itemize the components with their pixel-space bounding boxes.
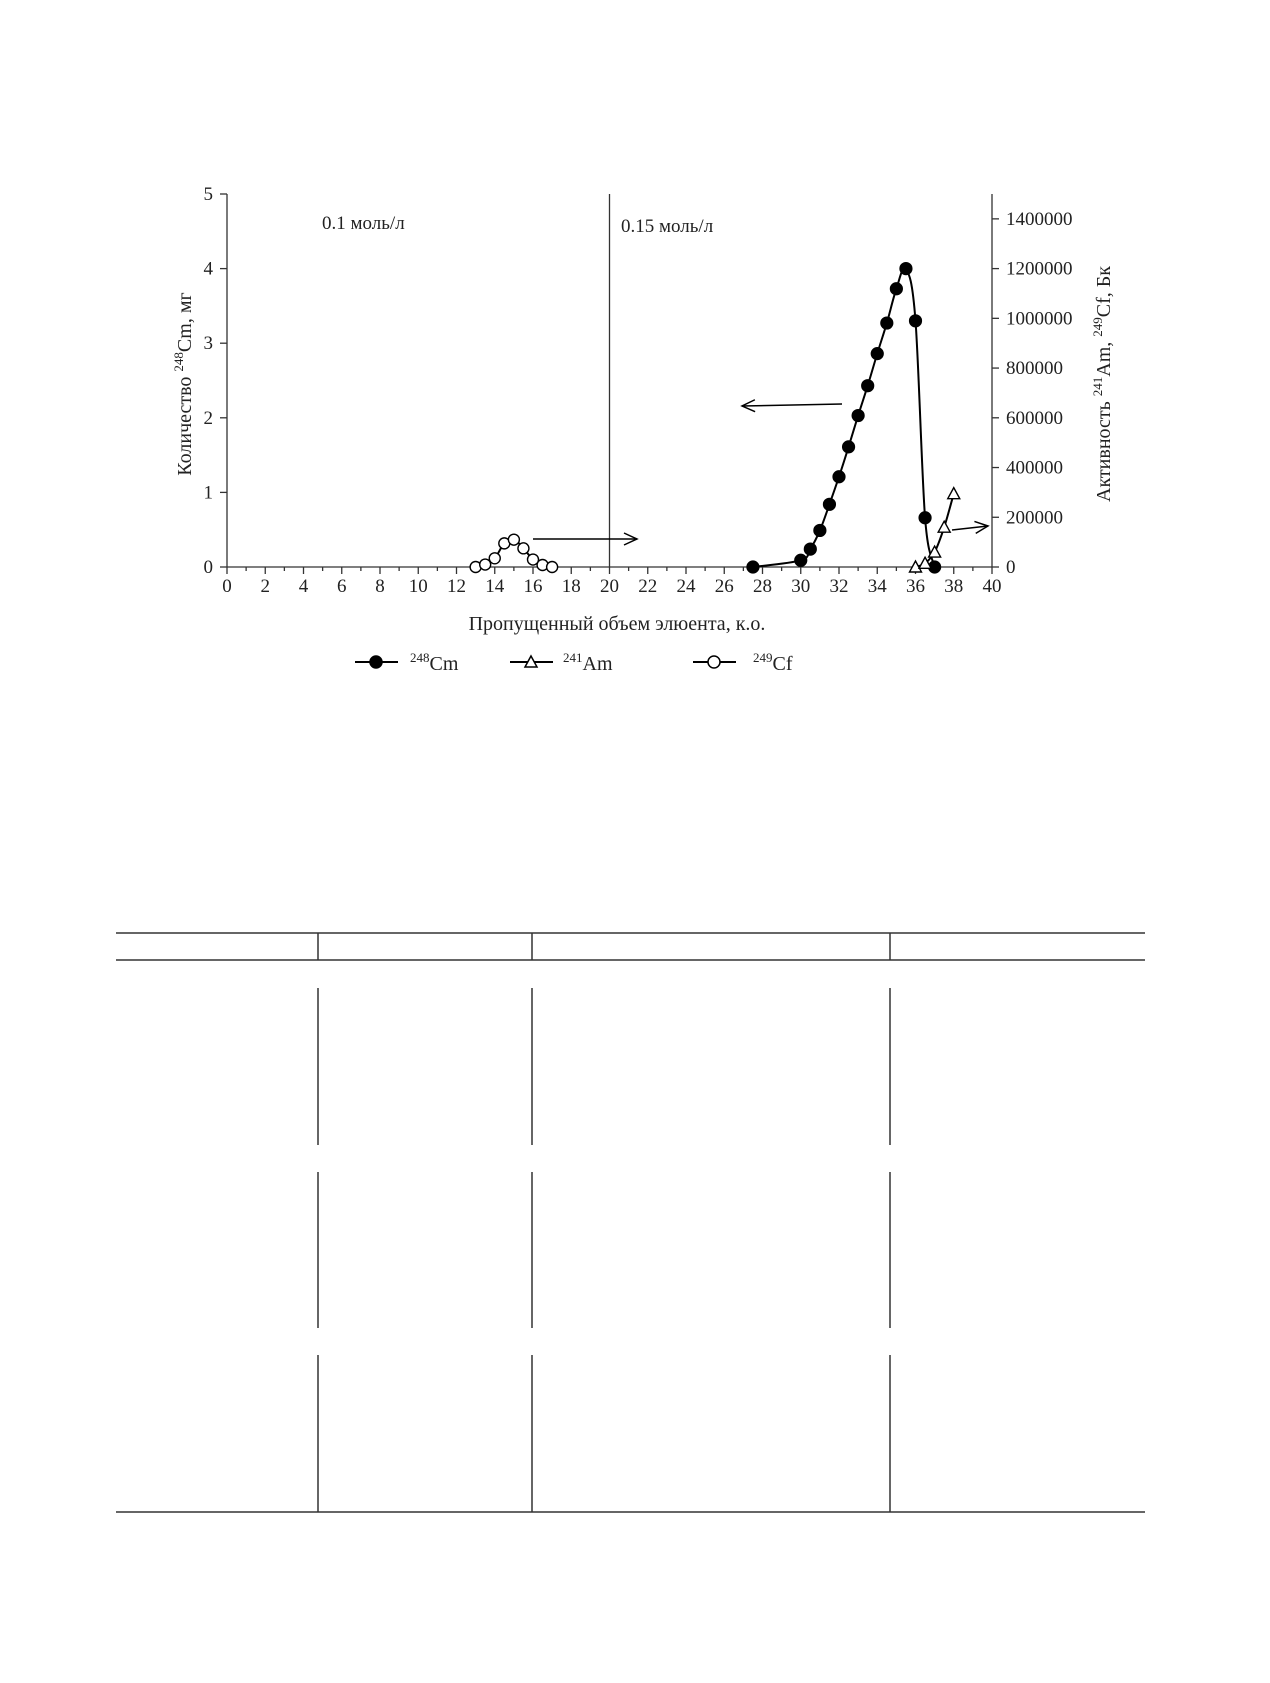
data-point-cf — [508, 534, 519, 545]
region-label-left: 0.1 моль/л — [322, 213, 405, 234]
y-right-title-part1: Активность — [1093, 396, 1115, 502]
data-point-cm — [804, 543, 816, 555]
legend-label-cm — [410, 650, 459, 675]
y-right-tick-label: 0 — [1006, 557, 1016, 578]
x-tick-label: 36 — [906, 576, 925, 597]
y-right-tick-label: 800000 — [1006, 358, 1063, 380]
legend-item-cf — [693, 650, 793, 675]
legend-item-am — [510, 650, 613, 675]
data-point-cm — [823, 498, 835, 510]
y-right-tick-label: 400000 — [1006, 457, 1063, 479]
data-point-cm — [890, 283, 902, 295]
legend-sym-cf: Cf — [772, 653, 793, 675]
x-tick-label: 14 — [485, 576, 505, 597]
legend-item-cm — [355, 650, 459, 675]
legend-sup-cm: 248 — [410, 650, 430, 665]
y-left-tick-label: 3 — [203, 333, 213, 355]
data-point-cm — [881, 317, 893, 329]
legend-sup-cf: 249 — [753, 650, 773, 665]
arrow-cm-to-left-axis — [742, 404, 842, 406]
data-point-am — [938, 521, 950, 532]
data-point-cm — [910, 315, 922, 327]
x-tick-label: 26 — [714, 576, 734, 597]
data-point-cm — [833, 471, 845, 483]
series-group — [470, 263, 960, 573]
y-left-tick-label: 4 — [203, 258, 213, 280]
x-tick-label: 28 — [753, 576, 772, 597]
y-left-title-prefix: Количество — [174, 371, 196, 476]
x-tick-label: 34 — [867, 576, 887, 597]
data-point-cm — [919, 512, 931, 524]
y-left-title-rest: Cm, мг — [174, 292, 196, 353]
legend-label-am — [563, 650, 613, 675]
legend-marker-cm — [370, 656, 382, 668]
data-point-cm — [814, 524, 826, 536]
x-tick-label: 4 — [298, 576, 309, 597]
data-point-cm — [843, 441, 855, 453]
y-right-tick-label: 600000 — [1006, 407, 1063, 429]
y-right-tick-label: 1400000 — [1006, 208, 1073, 230]
x-tick-label: 32 — [829, 576, 849, 597]
legend-sym-cm: Cm — [429, 653, 459, 675]
data-point-cf — [518, 543, 529, 554]
y-left-tick-label: 2 — [203, 407, 213, 429]
y-left-axis-title — [171, 292, 196, 475]
x-tick-label: 6 — [337, 576, 347, 597]
legend-label-cf — [753, 650, 793, 675]
y-right-tick-label: 200000 — [1006, 507, 1063, 529]
y-left-tick-label: 1 — [203, 482, 213, 504]
y-right-title-part2: Am, — [1093, 336, 1115, 377]
data-point-cf — [489, 553, 500, 564]
legend-marker-cf — [708, 656, 720, 668]
data-point-cm — [852, 410, 864, 422]
series-line-cm — [753, 268, 935, 567]
x-tick-label: 24 — [676, 576, 696, 597]
data-point-cm — [747, 561, 759, 573]
x-tick-label: 16 — [523, 576, 543, 597]
x-tick-label: 0 — [222, 576, 232, 597]
data-point-am — [948, 488, 960, 499]
region-label-right: 0.15 моль/л — [621, 216, 714, 237]
x-tick-label: 12 — [447, 576, 466, 597]
y-left-tick-label: 5 — [203, 184, 213, 205]
x-tick-label: 38 — [944, 576, 964, 597]
legend-sup-am: 241 — [563, 650, 583, 665]
data-point-cf — [547, 562, 558, 573]
legend — [355, 650, 793, 675]
x-axis-title: Пропущенный объем элюента, к.о. — [468, 613, 766, 635]
x-tick-label: 30 — [791, 576, 811, 597]
x-tick-label: 40 — [982, 576, 1002, 597]
data-point-cm — [795, 554, 807, 566]
elution-chart — [0, 0, 1270, 760]
x-tick-label: 18 — [561, 576, 581, 597]
y-right-title-part3: Cf, Бк — [1093, 266, 1115, 318]
x-tick-label: 2 — [260, 576, 270, 597]
x-tick-label: 22 — [638, 576, 658, 597]
y-right-title-sup2: 249 — [1090, 317, 1105, 337]
y-left-title-sup: 248 — [171, 352, 186, 372]
y-right-title-sup1: 241 — [1090, 376, 1105, 397]
legend-sym-am: Am — [582, 653, 613, 675]
x-tick-label: 8 — [375, 576, 385, 597]
y-left-tick-label: 0 — [203, 557, 213, 578]
data-point-cm — [871, 348, 883, 360]
x-tick-label: 20 — [600, 576, 619, 597]
y-right-tick-label: 1200000 — [1006, 258, 1073, 280]
y-right-tick-label: 1000000 — [1006, 308, 1073, 330]
data-point-cm — [900, 263, 912, 275]
data-point-cm — [862, 380, 874, 392]
y-right-axis-title — [1090, 266, 1115, 502]
x-tick-label: 10 — [408, 576, 428, 597]
